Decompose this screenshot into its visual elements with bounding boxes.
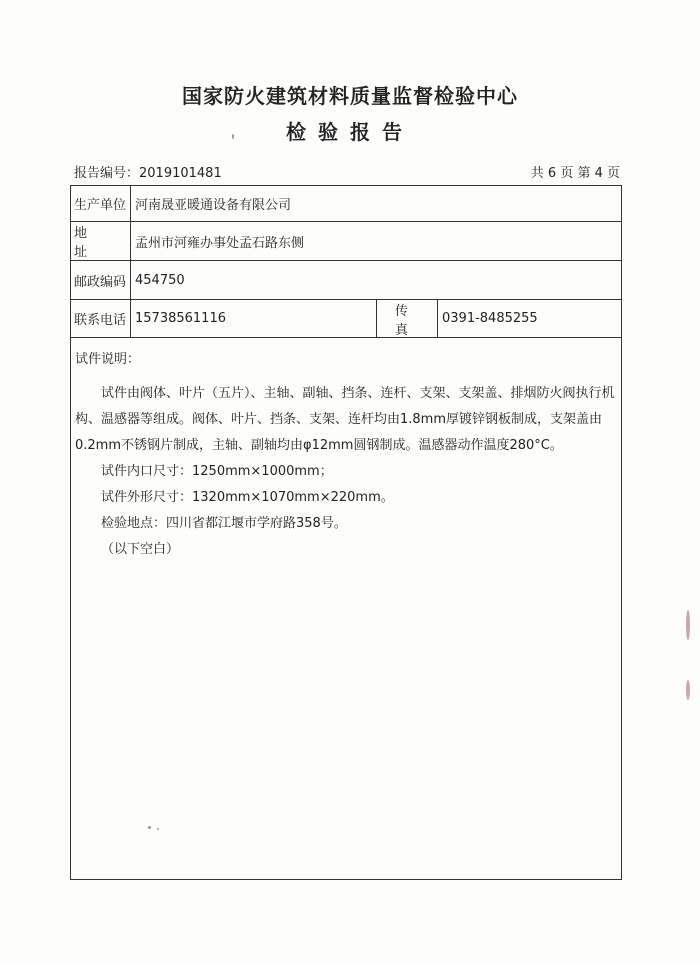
- postcode-label: 邮政编码: [71, 261, 131, 299]
- address-value: 孟州市河雍办事处孟石路东侧: [135, 235, 305, 251]
- scan-speck: [148, 826, 151, 829]
- page-info: 共 6 页 第 4 页: [530, 166, 620, 181]
- address-label-cell: [71, 222, 131, 260]
- phone-label: 联系电话: [71, 300, 131, 337]
- report-number: 报告编号：2019101481: [74, 166, 222, 181]
- row-phone: [71, 300, 621, 338]
- blank-note: （以下空白）: [101, 542, 180, 557]
- report-frame: [70, 185, 622, 880]
- fax-label: 传真: [376, 300, 438, 337]
- test-location: 检验地点：四川省都江堰市学府路358号。: [101, 516, 347, 531]
- row-manufacturer: [71, 186, 621, 222]
- specimen-outer-size: 试件外形尺寸：1320mm×1070mm×220mm。: [101, 490, 394, 505]
- phone-value: 15738561116: [135, 311, 226, 326]
- specimen-description: [71, 341, 621, 563]
- postcode-value: 454750: [135, 272, 185, 288]
- report-subtitle: 检验报告: [286, 120, 414, 144]
- address-label: 地址: [74, 226, 112, 260]
- manufacturer-label: 生产单位: [71, 186, 131, 221]
- row-address: [71, 222, 621, 261]
- specimen-composition: 试件由阀体、叶片（五片）、主轴、副轴、挡条、连杆、支架、支架盖、排烟防火阀执行机构、温感器等组成。阀体、叶片、挡条、支架、连杆均由1.8mm厚镀锌钢板制成，支架盖由0.2mm不锈钢片制成，主轴、副轴均由φ12mm圆钢制成。温感器动作温度280°C。: [75, 386, 615, 453]
- scan-speck: [232, 134, 234, 139]
- row-postcode: [71, 261, 621, 300]
- specimen-inner-size: 试件内口尺寸：1250mm×1000mm；: [101, 464, 333, 479]
- scan-speck: [157, 828, 159, 830]
- page-title: 国家防火建筑材料质量监督检验中心: [182, 84, 518, 108]
- fax-value: 0391-8485255: [442, 311, 538, 326]
- seal-edge-mark: [686, 610, 690, 640]
- specimen-heading: 试件说明：: [75, 352, 141, 367]
- seal-edge-mark: [686, 680, 690, 700]
- manufacturer-value: 河南晟亚暖通设备有限公司: [135, 198, 292, 213]
